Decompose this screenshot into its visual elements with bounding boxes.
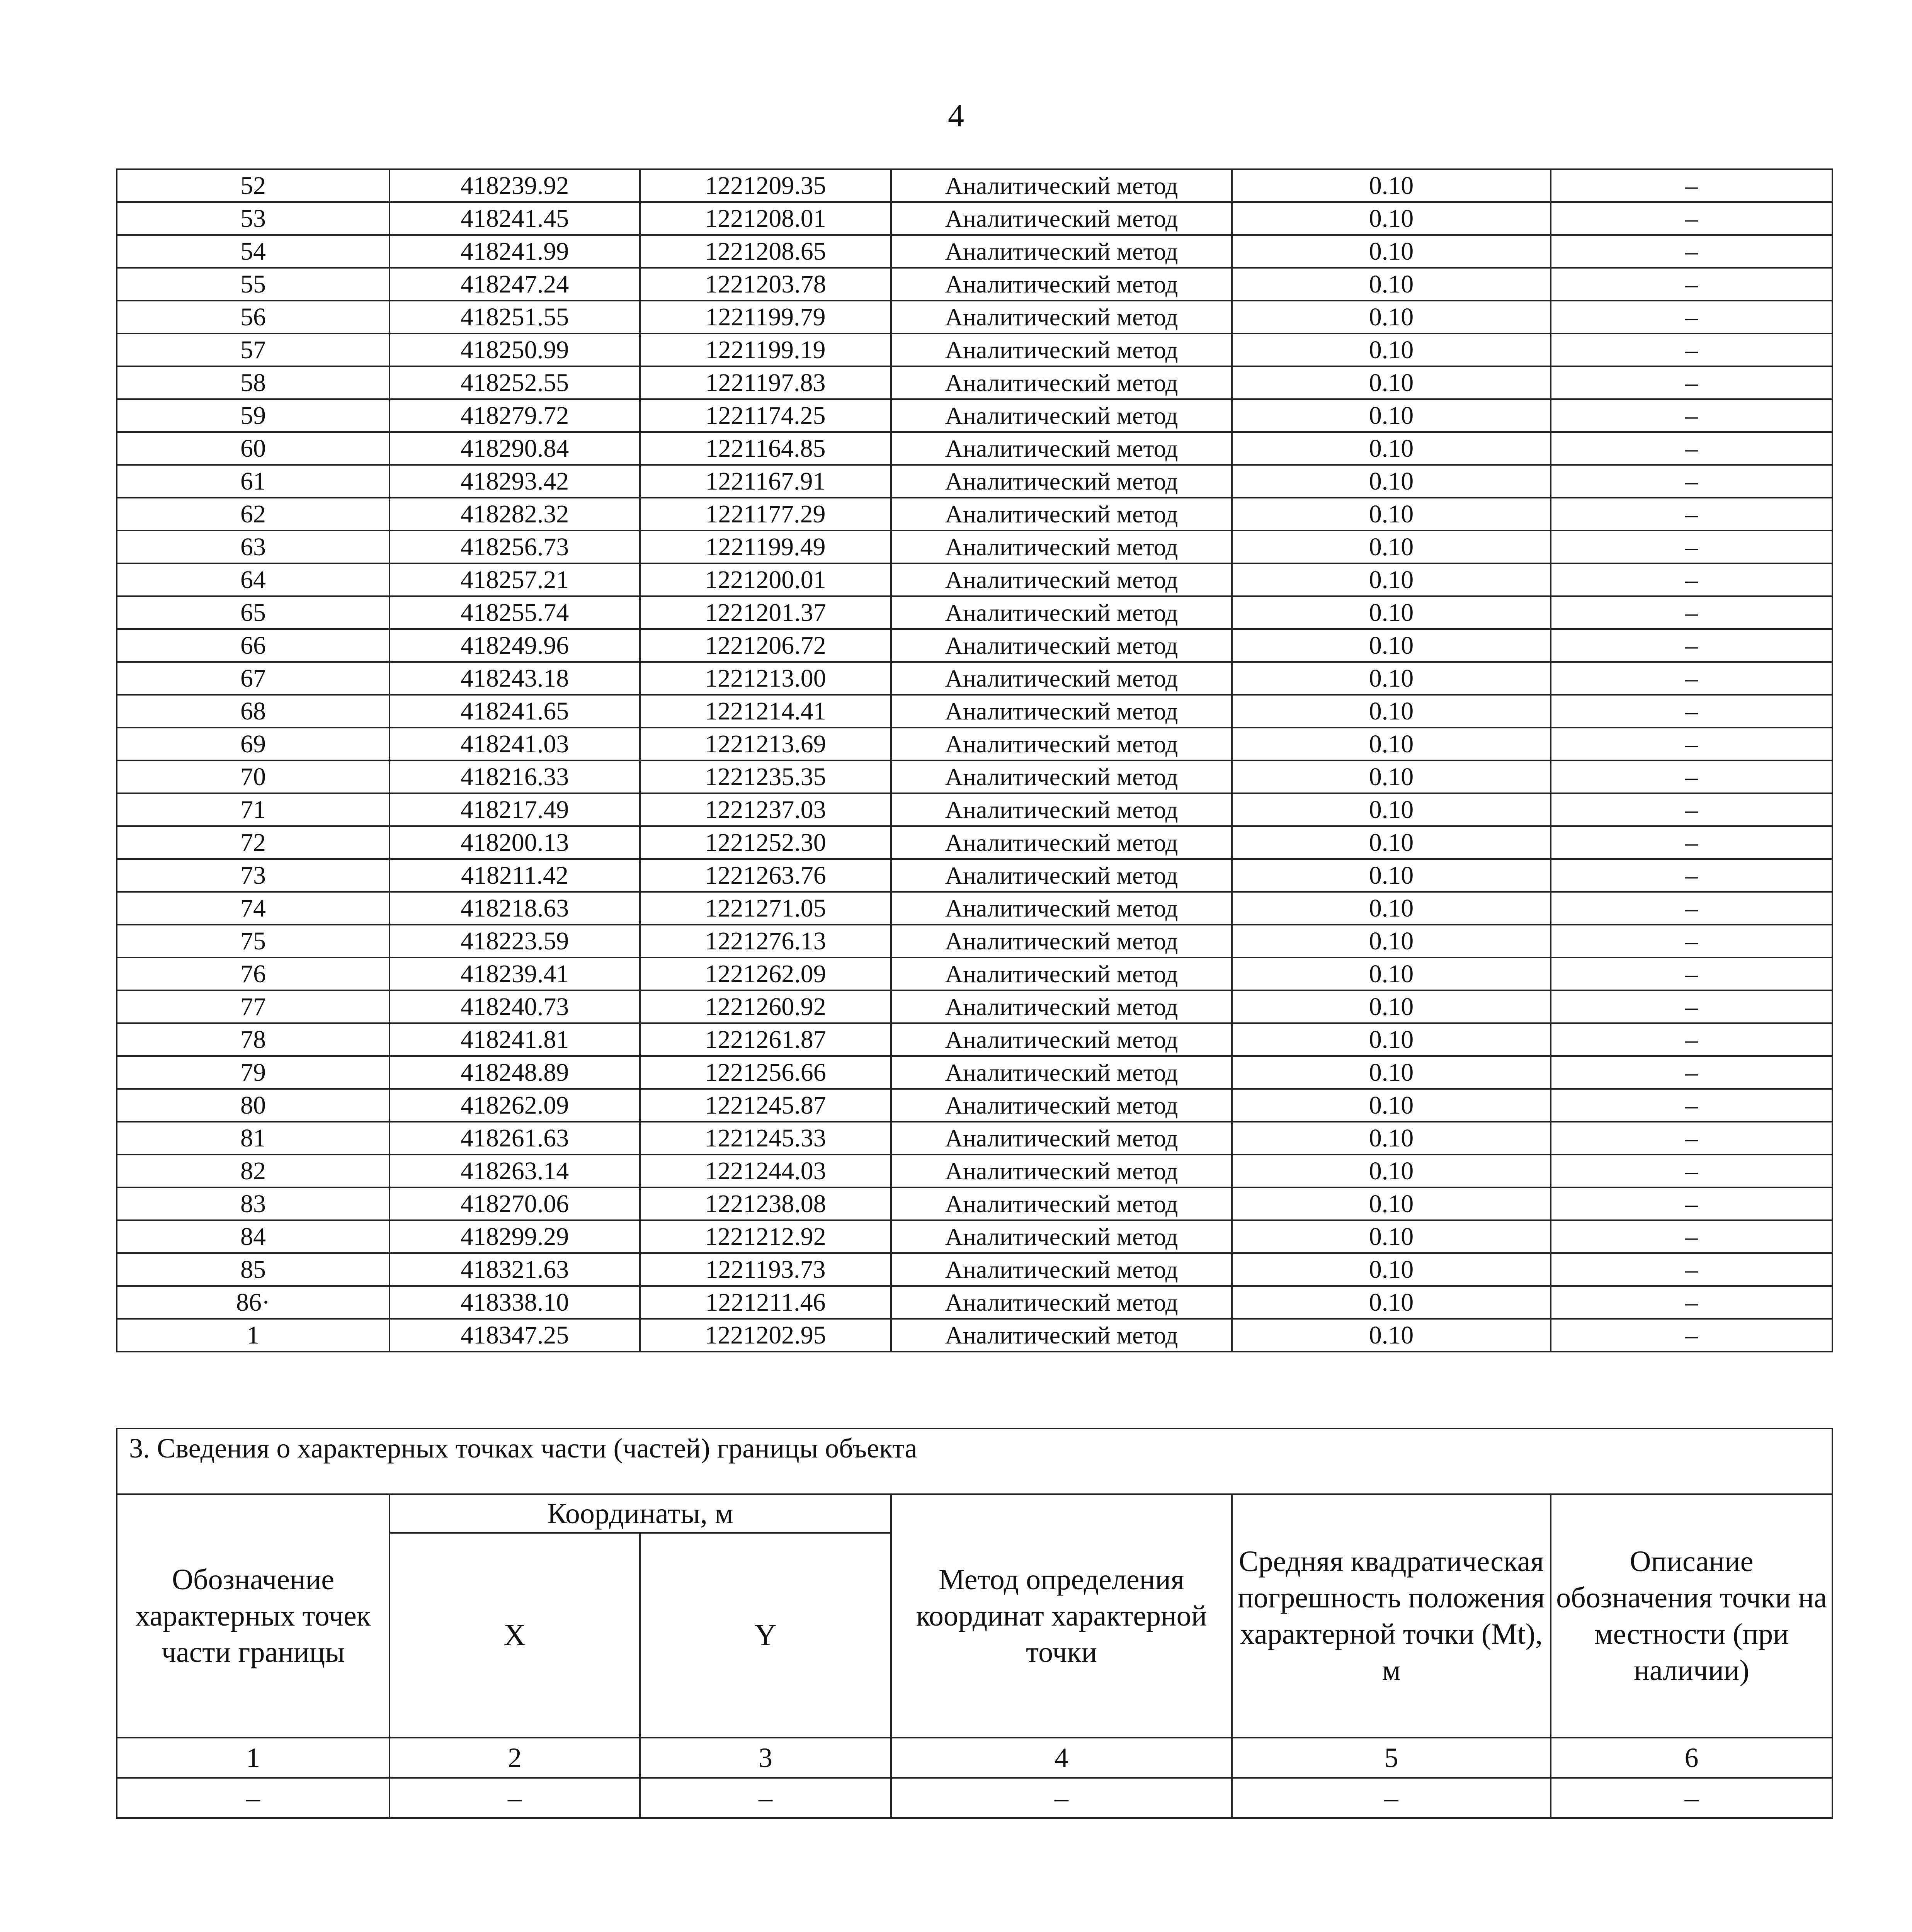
- description-cell: –: [1551, 695, 1832, 728]
- table-row: [117, 1220, 1832, 1253]
- x-coordinate-cell: 418263.14: [390, 1155, 640, 1187]
- empty-cell: –: [1232, 1778, 1551, 1818]
- accuracy-cell: 0.10: [1232, 728, 1551, 760]
- point-number-cell: 65: [117, 596, 390, 629]
- y-coordinate-cell: 1221260.92: [640, 990, 891, 1023]
- y-coordinate-cell: 1221238.08: [640, 1187, 891, 1220]
- description-cell: –: [1551, 268, 1832, 301]
- point-number-cell: 67: [117, 662, 390, 695]
- description-cell: –: [1551, 892, 1832, 925]
- accuracy-cell: 0.10: [1232, 859, 1551, 892]
- description-cell: –: [1551, 990, 1832, 1023]
- point-number-cell: 82: [117, 1155, 390, 1187]
- description-cell: –: [1551, 1023, 1832, 1056]
- column-number: 2: [390, 1738, 640, 1778]
- point-number-cell: 72: [117, 826, 390, 859]
- x-coordinate-cell: 418200.13: [390, 826, 640, 859]
- accuracy-cell: 0.10: [1232, 301, 1551, 333]
- accuracy-cell: 0.10: [1232, 990, 1551, 1023]
- method-cell: Аналитический метод: [891, 531, 1232, 563]
- y-coordinate-cell: 1221193.73: [640, 1253, 891, 1286]
- y-coordinate-cell: 1221213.00: [640, 662, 891, 695]
- method-cell: Аналитический метод: [891, 760, 1232, 793]
- description-cell: –: [1551, 1155, 1832, 1187]
- accuracy-cell: 0.10: [1232, 760, 1551, 793]
- point-number-cell: 85: [117, 1253, 390, 1286]
- y-coordinate-cell: 1221208.01: [640, 202, 891, 235]
- table-row: [117, 925, 1832, 957]
- method-cell: Аналитический метод: [891, 399, 1232, 432]
- description-cell: –: [1551, 1286, 1832, 1319]
- point-number-cell: 54: [117, 235, 390, 268]
- y-coordinate-cell: 1221201.37: [640, 596, 891, 629]
- point-number-cell: 80: [117, 1089, 390, 1122]
- description-cell: –: [1551, 366, 1832, 399]
- accuracy-cell: 0.10: [1232, 1023, 1551, 1056]
- point-number-cell: 69: [117, 728, 390, 760]
- empty-cell: –: [640, 1778, 891, 1818]
- column-number: 1: [117, 1738, 390, 1778]
- description-cell: –: [1551, 596, 1832, 629]
- section-title: 3. Сведения о характерных точках части (частей) границы объекта: [117, 1429, 1832, 1494]
- method-cell: Аналитический метод: [891, 1023, 1232, 1056]
- empty-cell: –: [1551, 1778, 1832, 1818]
- point-number-cell: 59: [117, 399, 390, 432]
- point-number-cell: 53: [117, 202, 390, 235]
- y-coordinate-cell: 1221202.95: [640, 1319, 891, 1352]
- x-coordinate-cell: 418240.73: [390, 990, 640, 1023]
- y-coordinate-cell: 1221245.87: [640, 1089, 891, 1122]
- table-row: [117, 1089, 1832, 1122]
- accuracy-cell: 0.10: [1232, 1187, 1551, 1220]
- part-boundary-points-table: [116, 1428, 1833, 1819]
- header-coordinates: Координаты, м: [390, 1494, 891, 1533]
- method-cell: Аналитический метод: [891, 1253, 1232, 1286]
- y-coordinate-cell: 1221235.35: [640, 760, 891, 793]
- description-cell: –: [1551, 399, 1832, 432]
- table-row: [117, 465, 1832, 498]
- x-coordinate-cell: 418321.63: [390, 1253, 640, 1286]
- y-coordinate-cell: 1221262.09: [640, 957, 891, 990]
- table-row: [117, 1286, 1832, 1319]
- table-row: [117, 301, 1832, 333]
- description-cell: –: [1551, 957, 1832, 990]
- page-number: 4: [948, 98, 964, 134]
- method-cell: Аналитический метод: [891, 859, 1232, 892]
- table-row: [117, 169, 1832, 202]
- table-row: [117, 498, 1832, 531]
- y-coordinate-cell: 1221199.79: [640, 301, 891, 333]
- y-coordinate-cell: 1221256.66: [640, 1056, 891, 1089]
- column-number: 4: [891, 1738, 1232, 1778]
- y-coordinate-cell: 1221208.65: [640, 235, 891, 268]
- accuracy-cell: 0.10: [1232, 399, 1551, 432]
- x-coordinate-cell: 418290.84: [390, 432, 640, 465]
- column-numbers-row: [117, 1738, 1832, 1778]
- table-row: [117, 662, 1832, 695]
- table-row: [117, 268, 1832, 301]
- description-cell: –: [1551, 1089, 1832, 1122]
- accuracy-cell: 0.10: [1232, 563, 1551, 596]
- accuracy-cell: 0.10: [1232, 1220, 1551, 1253]
- y-coordinate-cell: 1221212.92: [640, 1220, 891, 1253]
- point-number-cell: 73: [117, 859, 390, 892]
- method-cell: Аналитический метод: [891, 465, 1232, 498]
- method-cell: Аналитический метод: [891, 990, 1232, 1023]
- method-cell: Аналитический метод: [891, 793, 1232, 826]
- header-method: Метод определения координат характерной точки: [891, 1494, 1232, 1738]
- x-coordinate-cell: 418347.25: [390, 1319, 640, 1352]
- description-cell: –: [1551, 662, 1832, 695]
- y-coordinate-cell: 1221199.19: [640, 333, 891, 366]
- y-coordinate-cell: 1221214.41: [640, 695, 891, 728]
- column-number: 5: [1232, 1738, 1551, 1778]
- accuracy-cell: 0.10: [1232, 695, 1551, 728]
- point-number-cell: 55: [117, 268, 390, 301]
- description-cell: –: [1551, 793, 1832, 826]
- x-coordinate-cell: 418293.42: [390, 465, 640, 498]
- y-coordinate-cell: 1221209.35: [640, 169, 891, 202]
- method-cell: Аналитический метод: [891, 1089, 1232, 1122]
- method-cell: Аналитический метод: [891, 1286, 1232, 1319]
- empty-cell: –: [891, 1778, 1232, 1818]
- header-error: Средняя квадратическая погрешность положения характерной точки (Mt), м: [1232, 1494, 1551, 1738]
- accuracy-cell: 0.10: [1232, 596, 1551, 629]
- accuracy-cell: 0.10: [1232, 1286, 1551, 1319]
- table-row: [117, 531, 1832, 563]
- table-row: [117, 957, 1832, 990]
- y-coordinate-cell: 1221177.29: [640, 498, 891, 531]
- description-cell: –: [1551, 301, 1832, 333]
- coordinates-table: [116, 168, 1833, 1352]
- method-cell: Аналитический метод: [891, 695, 1232, 728]
- accuracy-cell: 0.10: [1232, 333, 1551, 366]
- accuracy-cell: 0.10: [1232, 793, 1551, 826]
- method-cell: Аналитический метод: [891, 1056, 1232, 1089]
- table-row: [117, 728, 1832, 760]
- description-cell: –: [1551, 859, 1832, 892]
- method-cell: Аналитический метод: [891, 1187, 1232, 1220]
- empty-cell: –: [390, 1778, 640, 1818]
- table-row: [117, 432, 1832, 465]
- description-cell: –: [1551, 1056, 1832, 1089]
- header-designation: Обозначение характерных точек части границы: [117, 1494, 390, 1738]
- accuracy-cell: 0.10: [1232, 235, 1551, 268]
- point-number-cell: 84: [117, 1220, 390, 1253]
- x-coordinate-cell: 418211.42: [390, 859, 640, 892]
- empty-cell: –: [117, 1778, 390, 1818]
- point-number-cell: 62: [117, 498, 390, 531]
- accuracy-cell: 0.10: [1232, 169, 1551, 202]
- y-coordinate-cell: 1221276.13: [640, 925, 891, 957]
- method-cell: Аналитический метод: [891, 432, 1232, 465]
- table-row: [117, 859, 1832, 892]
- y-coordinate-cell: 1221263.76: [640, 859, 891, 892]
- point-number-cell: 56: [117, 301, 390, 333]
- method-cell: Аналитический метод: [891, 366, 1232, 399]
- accuracy-cell: 0.10: [1232, 662, 1551, 695]
- x-coordinate-cell: 418243.18: [390, 662, 640, 695]
- method-cell: Аналитический метод: [891, 498, 1232, 531]
- method-cell: Аналитический метод: [891, 1319, 1232, 1352]
- description-cell: –: [1551, 1122, 1832, 1155]
- table-row: [117, 1253, 1832, 1286]
- point-number-cell: 71: [117, 793, 390, 826]
- x-coordinate-cell: 418217.49: [390, 793, 640, 826]
- method-cell: Аналитический метод: [891, 169, 1232, 202]
- x-coordinate-cell: 418299.29: [390, 1220, 640, 1253]
- coordinates-table-body: [117, 169, 1832, 1352]
- y-coordinate-cell: 1221244.03: [640, 1155, 891, 1187]
- x-coordinate-cell: 418241.81: [390, 1023, 640, 1056]
- method-cell: Аналитический метод: [891, 202, 1232, 235]
- x-coordinate-cell: 418216.33: [390, 760, 640, 793]
- table-row: [117, 826, 1832, 859]
- header-description: Описание обозначения точки на местности (при наличии): [1551, 1494, 1832, 1738]
- point-number-cell: 79: [117, 1056, 390, 1089]
- table-row: [117, 1122, 1832, 1155]
- table-row: [117, 202, 1832, 235]
- x-coordinate-cell: 418247.24: [390, 268, 640, 301]
- point-number-cell: 60: [117, 432, 390, 465]
- description-cell: –: [1551, 202, 1832, 235]
- description-cell: –: [1551, 432, 1832, 465]
- accuracy-cell: 0.10: [1232, 1319, 1551, 1352]
- accuracy-cell: 0.10: [1232, 366, 1551, 399]
- point-number-cell: 78: [117, 1023, 390, 1056]
- accuracy-cell: 0.10: [1232, 1253, 1551, 1286]
- description-cell: –: [1551, 465, 1832, 498]
- accuracy-cell: 0.10: [1232, 1056, 1551, 1089]
- point-number-cell: 61: [117, 465, 390, 498]
- accuracy-cell: 0.10: [1232, 465, 1551, 498]
- accuracy-cell: 0.10: [1232, 432, 1551, 465]
- description-cell: –: [1551, 498, 1832, 531]
- description-cell: –: [1551, 1220, 1832, 1253]
- accuracy-cell: 0.10: [1232, 202, 1551, 235]
- point-number-cell: 1: [117, 1319, 390, 1352]
- y-coordinate-cell: 1221167.91: [640, 465, 891, 498]
- method-cell: Аналитический метод: [891, 826, 1232, 859]
- x-coordinate-cell: 418250.99: [390, 333, 640, 366]
- y-coordinate-cell: 1221203.78: [640, 268, 891, 301]
- table-row: [117, 399, 1832, 432]
- y-coordinate-cell: 1221197.83: [640, 366, 891, 399]
- header-y: Y: [640, 1533, 891, 1738]
- method-cell: Аналитический метод: [891, 1122, 1232, 1155]
- method-cell: Аналитический метод: [891, 596, 1232, 629]
- method-cell: Аналитический метод: [891, 925, 1232, 957]
- table-row: [117, 629, 1832, 662]
- table-row: [117, 563, 1832, 596]
- method-cell: Аналитический метод: [891, 301, 1232, 333]
- x-coordinate-cell: 418218.63: [390, 892, 640, 925]
- description-cell: –: [1551, 760, 1832, 793]
- accuracy-cell: 0.10: [1232, 268, 1551, 301]
- accuracy-cell: 0.10: [1232, 629, 1551, 662]
- accuracy-cell: 0.10: [1232, 1155, 1551, 1187]
- accuracy-cell: 0.10: [1232, 925, 1551, 957]
- description-cell: –: [1551, 333, 1832, 366]
- accuracy-cell: 0.10: [1232, 531, 1551, 563]
- description-cell: –: [1551, 728, 1832, 760]
- point-number-cell: 58: [117, 366, 390, 399]
- x-coordinate-cell: 418261.63: [390, 1122, 640, 1155]
- table-row: [117, 596, 1832, 629]
- point-number-cell: 63: [117, 531, 390, 563]
- x-coordinate-cell: 418249.96: [390, 629, 640, 662]
- description-cell: –: [1551, 563, 1832, 596]
- y-coordinate-cell: 1221245.33: [640, 1122, 891, 1155]
- y-coordinate-cell: 1221237.03: [640, 793, 891, 826]
- point-number-cell: 70: [117, 760, 390, 793]
- x-coordinate-cell: 418241.03: [390, 728, 640, 760]
- y-coordinate-cell: 1221252.30: [640, 826, 891, 859]
- x-coordinate-cell: 418255.74: [390, 596, 640, 629]
- accuracy-cell: 0.10: [1232, 957, 1551, 990]
- point-number-cell: 81: [117, 1122, 390, 1155]
- x-coordinate-cell: 418262.09: [390, 1089, 640, 1122]
- description-cell: –: [1551, 925, 1832, 957]
- table-row: [117, 1155, 1832, 1187]
- table-row: [117, 235, 1832, 268]
- column-number: 6: [1551, 1738, 1832, 1778]
- table-row: [117, 1187, 1832, 1220]
- x-coordinate-cell: 418248.89: [390, 1056, 640, 1089]
- point-number-cell: 66: [117, 629, 390, 662]
- x-coordinate-cell: 418270.06: [390, 1187, 640, 1220]
- header-x: X: [390, 1533, 640, 1738]
- method-cell: Аналитический метод: [891, 662, 1232, 695]
- method-cell: Аналитический метод: [891, 268, 1232, 301]
- description-cell: –: [1551, 629, 1832, 662]
- y-coordinate-cell: 1221174.25: [640, 399, 891, 432]
- point-number-cell: 74: [117, 892, 390, 925]
- table-row: [117, 333, 1832, 366]
- point-number-cell: 64: [117, 563, 390, 596]
- table-row: [117, 1319, 1832, 1352]
- table-row: [117, 695, 1832, 728]
- point-number-cell: 83: [117, 1187, 390, 1220]
- x-coordinate-cell: 418256.73: [390, 531, 640, 563]
- point-number-cell: 76: [117, 957, 390, 990]
- x-coordinate-cell: 418241.65: [390, 695, 640, 728]
- x-coordinate-cell: 418223.59: [390, 925, 640, 957]
- point-number-cell: 75: [117, 925, 390, 957]
- x-coordinate-cell: 418239.41: [390, 957, 640, 990]
- empty-data-row: [117, 1778, 1832, 1818]
- description-cell: –: [1551, 1187, 1832, 1220]
- table-row: [117, 760, 1832, 793]
- x-coordinate-cell: 418251.55: [390, 301, 640, 333]
- accuracy-cell: 0.10: [1232, 498, 1551, 531]
- table-row: [117, 366, 1832, 399]
- y-coordinate-cell: 1221213.69: [640, 728, 891, 760]
- x-coordinate-cell: 418252.55: [390, 366, 640, 399]
- table-row: [117, 793, 1832, 826]
- method-cell: Аналитический метод: [891, 563, 1232, 596]
- y-coordinate-cell: 1221199.49: [640, 531, 891, 563]
- point-number-cell: 77: [117, 990, 390, 1023]
- y-coordinate-cell: 1221271.05: [640, 892, 891, 925]
- y-coordinate-cell: 1221200.01: [640, 563, 891, 596]
- description-cell: –: [1551, 531, 1832, 563]
- description-cell: –: [1551, 826, 1832, 859]
- method-cell: Аналитический метод: [891, 728, 1232, 760]
- point-number-cell: 52: [117, 169, 390, 202]
- column-number: 3: [640, 1738, 891, 1778]
- method-cell: Аналитический метод: [891, 333, 1232, 366]
- method-cell: Аналитический метод: [891, 235, 1232, 268]
- accuracy-cell: 0.10: [1232, 826, 1551, 859]
- x-coordinate-cell: 418282.32: [390, 498, 640, 531]
- accuracy-cell: 0.10: [1232, 892, 1551, 925]
- table-row: [117, 990, 1832, 1023]
- y-coordinate-cell: 1221211.46: [640, 1286, 891, 1319]
- y-coordinate-cell: 1221261.87: [640, 1023, 891, 1056]
- x-coordinate-cell: 418241.45: [390, 202, 640, 235]
- x-coordinate-cell: 418279.72: [390, 399, 640, 432]
- point-number-cell: 86·: [117, 1286, 390, 1319]
- y-coordinate-cell: 1221164.85: [640, 432, 891, 465]
- method-cell: Аналитический метод: [891, 957, 1232, 990]
- method-cell: Аналитический метод: [891, 629, 1232, 662]
- method-cell: Аналитический метод: [891, 1155, 1232, 1187]
- x-coordinate-cell: 418239.92: [390, 169, 640, 202]
- x-coordinate-cell: 418338.10: [390, 1286, 640, 1319]
- point-number-cell: 68: [117, 695, 390, 728]
- table-row: [117, 1023, 1832, 1056]
- description-cell: –: [1551, 1319, 1832, 1352]
- accuracy-cell: 0.10: [1232, 1122, 1551, 1155]
- method-cell: Аналитический метод: [891, 892, 1232, 925]
- accuracy-cell: 0.10: [1232, 1089, 1551, 1122]
- table-row: [117, 892, 1832, 925]
- point-number-cell: 57: [117, 333, 390, 366]
- description-cell: –: [1551, 235, 1832, 268]
- table-row: [117, 1056, 1832, 1089]
- description-cell: –: [1551, 1253, 1832, 1286]
- x-coordinate-cell: 418241.99: [390, 235, 640, 268]
- description-cell: –: [1551, 169, 1832, 202]
- x-coordinate-cell: 418257.21: [390, 563, 640, 596]
- y-coordinate-cell: 1221206.72: [640, 629, 891, 662]
- method-cell: Аналитический метод: [891, 1220, 1232, 1253]
